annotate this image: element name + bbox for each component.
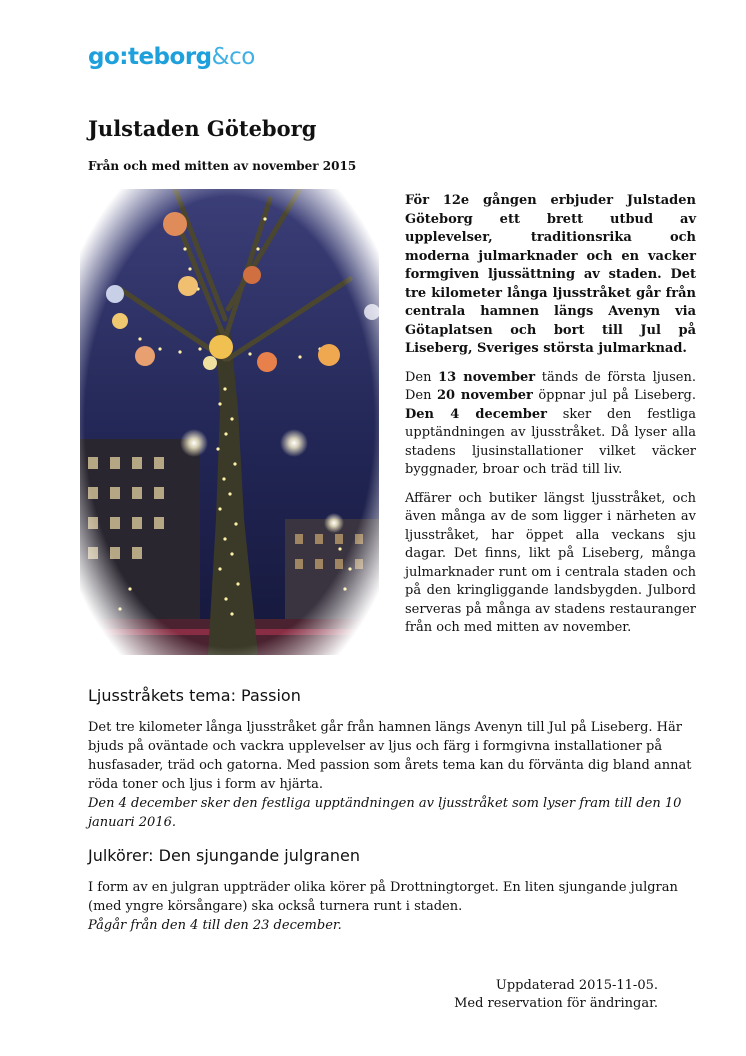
christmas-lights-tree-photo xyxy=(80,189,379,655)
footer xyxy=(454,977,658,1013)
dates-text-3: öppnar jul på Liseberg. xyxy=(532,388,697,403)
logo-main: go:teborg xyxy=(88,44,212,70)
page-subtitle: Från och med mitten av november 2015 xyxy=(88,159,357,173)
section-passion xyxy=(88,686,698,832)
updated-date: Uppdaterad 2015-11-05. xyxy=(495,978,658,993)
reservation-note: Med reservation för ändringar. xyxy=(454,996,658,1011)
goteborg-co-logo xyxy=(88,44,255,70)
section-passion-body: Det tre kilometer långa ljusstråket går från hamnen längs Avenyn till Jul på Liseberg. Här bjuds på oväntade och vackra upplevelser av ljus och färg i formgivna installationer på husfasader, träd och gatorna. Med passion som årets tema kan du förvänta dig bland annat röda toner och ljus i form av hjärta. xyxy=(88,720,692,792)
dates-paragraph xyxy=(405,369,696,480)
section-passion-heading: Ljusstråkets tema: Passion xyxy=(88,686,301,705)
section-choirs-heading: Julkörer: Den sjungande julgranen xyxy=(88,846,360,865)
section-choirs xyxy=(88,846,698,935)
logo-amp: &co xyxy=(211,44,255,70)
dates-text-4: sker den festliga upptändningen av ljusstråket. Då lyser alla stadens ljusinstallationer vilket väcker byggnader, broar och träd till liv. xyxy=(405,406,696,477)
intro-paragraph: För 12e gången erbjuder Julstaden Göteborg ett brett utbud av upplevelser, traditionsrika och moderna julmarknader och en vacker formgiven ljussättning av staden. Det tre kilometer långa ljusstråket går från centrala hamnen längs Avenyn via Götaplatsen och bort till Jul på Liseberg, Sveriges största julmarknad. xyxy=(405,193,696,356)
date-13-november: 13 november xyxy=(438,369,536,385)
dates-text-1: Den xyxy=(405,369,439,385)
date-4-december: Den 4 december xyxy=(405,406,547,422)
section-choirs-note: Pågår från den 4 till den 23 december. xyxy=(88,918,342,933)
dates-text-2: tänds de första ljusen. Den xyxy=(405,369,696,403)
section-choirs-body: I form av en julgran uppträder olika körer på Drottningtorget. En liten sjungande julgran (med yngre körsångare) ska också turnera runt i staden. xyxy=(88,880,678,914)
section-passion-note: Den 4 december sker den festliga upptändningen av ljusstråket som lyser fram till den 10 januari 2016. xyxy=(88,796,682,830)
shops-paragraph: Affärer och butiker längst ljusstråket, och även många av de som ligger i närheten av ljusstråket, har öppet alla veckans sju dagar. Det finns, likt på Liseberg, många julmarknader runt om i centrala staden och på den kringliggande landsbygden. Julbord serveras på många av stadens restauranger från och med mitten av november. xyxy=(405,490,696,635)
page-title: Julstaden Göteborg xyxy=(88,116,317,141)
intro-column xyxy=(405,192,696,648)
date-20-november: 20 november xyxy=(436,388,533,403)
